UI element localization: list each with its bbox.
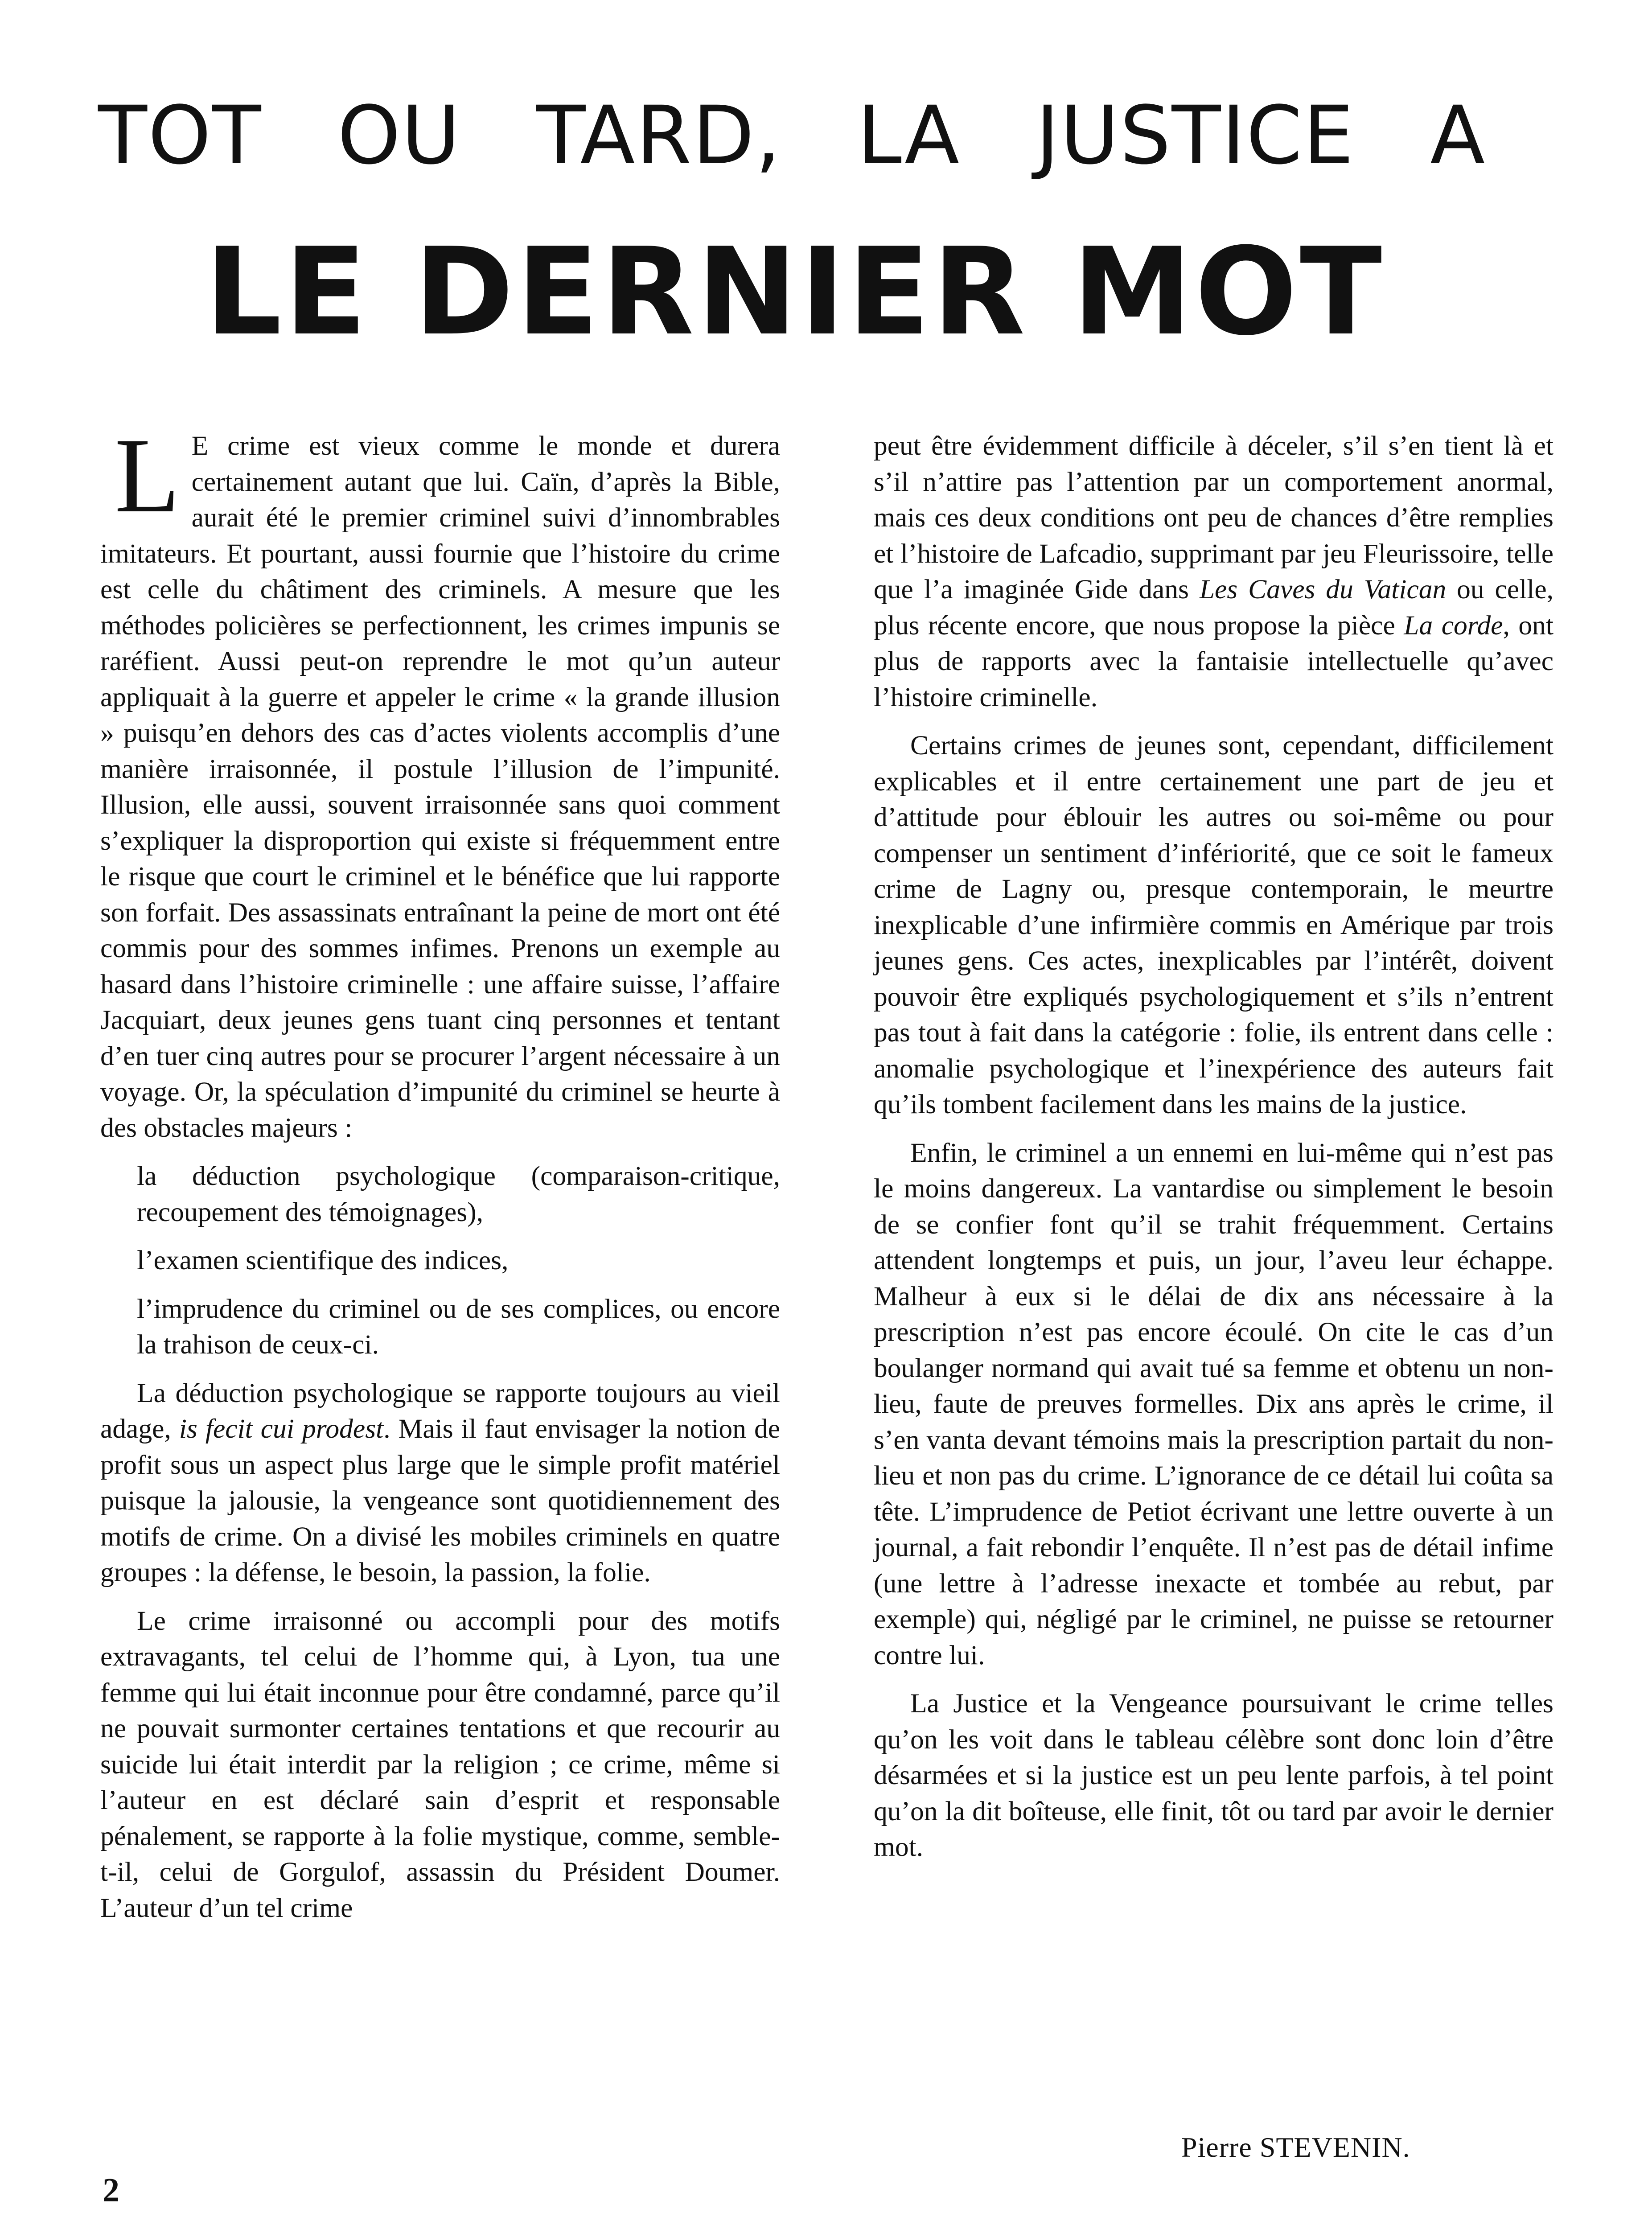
play-title: La corde: [1404, 610, 1503, 641]
headline-line-1: TOT OU TARD, LA JUSTICE A: [98, 89, 1486, 182]
drop-cap: L: [115, 416, 180, 535]
article-column-right: [874, 428, 1553, 1865]
article-column-left: [100, 416, 781, 1926]
article-paragraph: La Justice et la Vengeance poursuivant le crime telles qu’on les voit dans le tableau célèbre sont donc loin d’être désarmées et si la justice est un peu lente parfois, à tel point qu’on la dit boîteuse, elle finit, tôt ou tard par avoir le dernier mot.: [874, 1688, 1553, 1862]
page-number: 2: [103, 2171, 119, 2209]
article-paragraph: [100, 1375, 780, 1591]
article-paragraph: Certains crimes de jeunes sont, cependant, difficilement explicables et il entre certainement une part de jeu et d’attitude pour éblouir les autres ou soi-même ou pour compenser un sentiment d’infériorité, que ce soit le fameux crime de Lagny ou, presque contemporain, le meurtre inexplicable d’une infirmière commis en Amérique par trois jeunes gens. Ces actes, inexplicables par l’intérêt, doivent pouvoir être expliqués psychologiquement et s’ils n’entrent pas tout à fait dans la catégorie : folie, ils entrent dans celle : anomalie psychologique et l’inexpérience des auteurs fait qu’ils tombent facilement dans les mains de la justice.: [874, 730, 1553, 1119]
list-item: la déduction psychologique (comparaison-critique, recoupement des témoignages),: [137, 1161, 780, 1227]
article-paragraph: [100, 416, 780, 1146]
article-paragraph: [874, 428, 1553, 715]
paragraph-text: La déduction psychologique se rapporte toujours au vieil adage,: [100, 1378, 780, 1444]
author-signature: Pierre STEVENIN.: [1181, 2131, 1410, 2163]
paragraph-text: peut être évidemment difficile à déceler, s’il s’en tient là et s’il n’attire pas l’attention par un comportement anormal, mais ces deux conditions ont peu de chances d’être remplies et l’histoire de Lafcadio, supprimant par jeu Fleurissoire, telle que l’a imaginée Gide dans: [874, 431, 1553, 605]
paragraph-text: E crime est vieux comme le monde et durera certainement autant que lui. Caïn, d’après la Bible, aurait été le premier criminel suivi d’innombrables imitateurs. Et pourtant, aussi fournie que l’histoire du crime est celle du châtiment des criminels. A mesure que les méthodes policières se perfectionnent, les crimes impunis se raréfient. Aussi peut-on reprendre le mot qu’un auteur appliquait à la guerre et appeler le crime « la grande illusion » puisqu’en dehors des cas d’actes violents accomplis d’une manière irraisonnée, il postule l’illusion de l’impunité. Illusion, elle aussi, souvent irraisonnée sans quoi comment s’expliquer la disproportion qui existe si fréquemment entre le risque que court le criminel et le bénéfice que lui rapporte son forfait. Des assassinats entraînant la peine de mort ont été commis pour des sommes infimes. Prenons un exemple au hasard dans l’histoire criminelle : une affaire suisse, l’affaire Jacquiart, deux jeunes gens tuant cinq personnes et tentant d’en tuer cinq autres pour se procurer l’argent nécessaire à un voyage. Or, la spéculation d’impunité du criminel se heurte à des obstacles majeurs :: [100, 431, 780, 1143]
list-item: l’imprudence du criminel ou de ses complices, ou encore la trahison de ceux-ci.: [137, 1293, 780, 1360]
paragraph-text: . Mais il faut envisager la notion de profit sous un aspect plus large que le simple profit matériel puisque la jalousie, la vengeance sont quotidiennement des motifs de crime. On a divisé les mobiles criminels en quatre groupes : la défense, le besoin, la passion, la folie.: [100, 1414, 781, 1587]
article-paragraph: Le crime irraisonné ou accompli pour des motifs extravagants, tel celui de l’homme qui, à Lyon, tua une femme qui lui était inconnue pour être condamné, parce qu’il ne pouvait surmonter certaines tentations et que recourir au suicide lui était interdit par la religion ; ce crime, même si l’auteur en est déclaré sain d’esprit et responsable pénalement, se rapporte à la folie mystique, comme, semble-t-il, celui de Gorgulof, assassin du Président Doumer. L’auteur d’un tel crime: [100, 1605, 780, 1923]
latin-adage: is fecit cui prodest: [179, 1414, 384, 1444]
paragraph-text: , ont plus de rapports avec la fantaisie intellectuelle qu’avec l’histoire criminelle.: [874, 610, 1554, 712]
headline-line-2: LE DERNIER MOT: [205, 222, 1385, 362]
list-item: l’examen scientifique des indices,: [137, 1245, 509, 1275]
book-title: Les Caves du Vatican: [1199, 574, 1447, 605]
paragraph-text: ou celle, plus récente encore, que nous propose la pièce: [874, 574, 1553, 641]
article-paragraph: Enfin, le criminel a un ennemi en lui-même qui n’est pas le moins dangereux. La vantardise ou simplement le besoin de se confier font qu’il se trahit fréquemment. Certains attendent longtemps et puis, un jour, l’aveu leur échappe. Malheur à eux si le délai de dix ans nécessaire à la prescription n’est pas encore écoulé. On cite le cas d’un boulanger normand qui avait tué sa femme et obtenu un non-lieu, faute de preuves formelles. Dix ans après le crime, il s’en vanta devant témoins mais la prescription partait du non-lieu et non pas du crime. L’ignorance de ce détail lui coûta sa tête. L’imprudence de Petiot écrivant une lettre ouverte à un journal, a fait rebondir l’enquête. Il n’est pas de détail infime (une lettre à l’adresse inexacte et tombée au rebut, par exemple) qui, négligé par le criminel, ne puisse se retourner contre lui.: [874, 1137, 1553, 1670]
